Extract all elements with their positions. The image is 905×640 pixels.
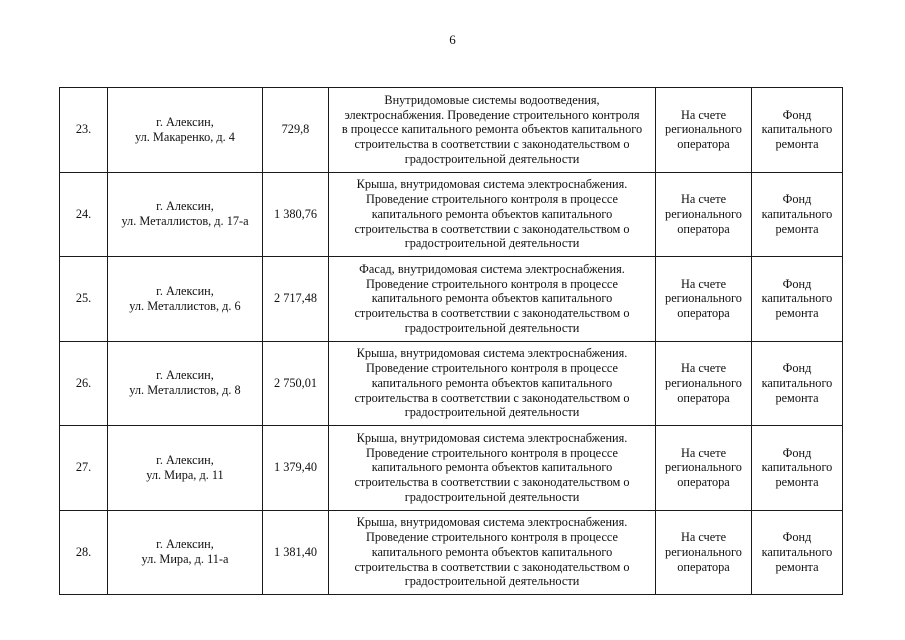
account-cell [656, 341, 752, 426]
funding-source-cell [752, 257, 843, 342]
cell-text-line: строительства в соответствии с законодательством о [354, 221, 630, 236]
row-number-cell: 28. [60, 510, 108, 595]
cell-text-line: капитального ремонта объектов капитального [371, 544, 613, 559]
cell-text-line: Фонд [782, 530, 812, 545]
table-row [60, 88, 843, 173]
area-cell: 2 717,48 [263, 257, 329, 342]
cell-text-line: Фонд [782, 276, 812, 291]
cell-text-line: оператора [677, 390, 730, 405]
cell-text-line: ул. Мира, д. 11 [146, 467, 224, 482]
address-cell [108, 510, 263, 595]
cell-text-line: в процессе капитального ремонта объектов капитального [341, 122, 643, 137]
cell-text-line: капитального [761, 291, 833, 306]
cell-text-line: Внутридомовые системы водоотведения, [384, 92, 600, 107]
cell-text-line: ул. Мира, д. 11-а [141, 552, 229, 567]
cell-text-line: градостроительной деятельности [404, 151, 580, 166]
cell-text-line: регионального [665, 122, 742, 137]
table-row [60, 172, 843, 257]
cell-text-line: Фонд [782, 445, 812, 460]
cell-text-line: градостроительной деятельности [404, 320, 580, 335]
area-cell: 1 380,76 [263, 172, 329, 257]
cell-text-line: ремонта [775, 390, 819, 405]
cell-text-line: регионального [665, 544, 742, 559]
cell-text-line: ремонта [775, 475, 819, 490]
cell-text-line: ул. Металлистов, д. 8 [129, 383, 241, 398]
work-description-cell [329, 510, 656, 595]
cell-text-line: ремонта [775, 306, 819, 321]
cell-text-line: ул. Металлистов, д. 6 [129, 298, 241, 313]
cell-text-line: строительства в соответствии с законодательством о [354, 475, 630, 490]
cell-text-line: регионального [665, 375, 742, 390]
cell-text-line: градостроительной деятельности [404, 236, 580, 251]
address-cell [108, 172, 263, 257]
cell-text-line: На счете [680, 276, 727, 291]
table-row [60, 510, 843, 595]
account-cell [656, 510, 752, 595]
cell-text-line: На счете [680, 107, 727, 122]
page-number: 6 [449, 32, 456, 47]
account-cell [656, 88, 752, 173]
cell-text-line: строительства в соответствии с законодательством о [354, 390, 630, 405]
work-description-cell [329, 426, 656, 511]
funding-source-cell [752, 426, 843, 511]
table-row [60, 426, 843, 511]
cell-text-line: Проведение строительного контроля в процессе [366, 445, 618, 460]
row-number-cell: 26. [60, 341, 108, 426]
cell-text-line: капитального ремонта объектов капитального [371, 375, 613, 390]
cell-text-line: градостроительной деятельности [404, 574, 580, 589]
row-number-cell: 25. [60, 257, 108, 342]
row-number-cell: 23. [60, 88, 108, 173]
table-row [60, 257, 843, 342]
cell-text-line: Фонд [782, 107, 812, 122]
cell-text-line: оператора [677, 306, 730, 321]
cell-text-line: градостроительной деятельности [404, 489, 580, 504]
cell-text-line: На счете [680, 530, 727, 545]
cell-text-line: На счете [680, 361, 727, 376]
cell-text-line: капитального ремонта объектов капитального [371, 206, 613, 221]
funding-source-cell [752, 88, 843, 173]
cell-text-line: капитального [761, 544, 833, 559]
cell-text-line: оператора [677, 559, 730, 574]
cell-text-line: ремонта [775, 137, 819, 152]
address-cell [108, 88, 263, 173]
cell-text-line: Фонд [782, 192, 812, 207]
cell-text-line: Крыша, внутридомовая система электроснабжения. [356, 346, 628, 361]
funding-source-cell [752, 172, 843, 257]
area-cell: 1 379,40 [263, 426, 329, 511]
cell-text-line: капитального [761, 375, 833, 390]
cell-text-line: Крыша, внутридомовая система электроснабжения. [356, 515, 628, 530]
work-description-cell [329, 257, 656, 342]
table-row [60, 341, 843, 426]
cell-text-line: На счете [680, 192, 727, 207]
cell-text-line: оператора [677, 475, 730, 490]
account-cell [656, 426, 752, 511]
cell-text-line: регионального [665, 460, 742, 475]
cell-text-line: г. Алексин, [156, 452, 214, 467]
funding-source-cell [752, 510, 843, 595]
repair-registry-table [59, 87, 843, 595]
cell-text-line: г. Алексин, [156, 368, 214, 383]
cell-text-line: строительства в соответствии с законодательством о [354, 306, 630, 321]
address-cell [108, 257, 263, 342]
cell-text-line: г. Алексин, [156, 114, 214, 129]
cell-text-line: регионального [665, 206, 742, 221]
cell-text-line: регионального [665, 291, 742, 306]
area-cell: 1 381,40 [263, 510, 329, 595]
cell-text-line: ремонта [775, 559, 819, 574]
funding-source-cell [752, 341, 843, 426]
area-cell: 2 750,01 [263, 341, 329, 426]
cell-text-line: Крыша, внутридомовая система электроснабжения. [356, 430, 628, 445]
cell-text-line: капитального [761, 122, 833, 137]
cell-text-line: капитального [761, 460, 833, 475]
address-cell [108, 426, 263, 511]
account-cell [656, 172, 752, 257]
cell-text-line: ул. Металлистов, д. 17-а [121, 214, 249, 229]
cell-text-line: оператора [677, 221, 730, 236]
cell-text-line: г. Алексин, [156, 199, 214, 214]
work-description-cell [329, 88, 656, 173]
cell-text-line: Проведение строительного контроля в процессе [366, 361, 618, 376]
cell-text-line: На счете [680, 445, 727, 460]
cell-text-line: Проведение строительного контроля в процессе [366, 192, 618, 207]
row-number-cell: 24. [60, 172, 108, 257]
address-cell [108, 341, 263, 426]
cell-text-line: Крыша, внутридомовая система электроснабжения. [356, 177, 628, 192]
cell-text-line: градостроительной деятельности [404, 405, 580, 420]
cell-text-line: Фонд [782, 361, 812, 376]
work-description-cell [329, 341, 656, 426]
cell-text-line: Фасад, внутридомовая система электроснабжения. [359, 261, 625, 276]
cell-text-line: капитального ремонта объектов капитального [371, 291, 613, 306]
cell-text-line: г. Алексин, [156, 537, 214, 552]
area-cell: 729,8 [263, 88, 329, 173]
cell-text-line: электроснабжения. Проведение строительного контроля [344, 107, 640, 122]
cell-text-line: Проведение строительного контроля в процессе [366, 276, 618, 291]
cell-text-line: г. Алексин, [156, 283, 214, 298]
cell-text-line: строительства в соответствии с законодательством о [354, 559, 630, 574]
work-description-cell [329, 172, 656, 257]
cell-text-line: ул. Макаренко, д. 4 [135, 129, 235, 144]
registry-body [60, 88, 843, 595]
cell-text-line: Проведение строительного контроля в процессе [366, 530, 618, 545]
row-number-cell: 27. [60, 426, 108, 511]
cell-text-line: строительства в соответствии с законодательством о [354, 137, 630, 152]
cell-text-line: оператора [677, 137, 730, 152]
cell-text-line: капитального ремонта объектов капитального [371, 460, 613, 475]
cell-text-line: ремонта [775, 221, 819, 236]
account-cell [656, 257, 752, 342]
cell-text-line: капитального [761, 206, 833, 221]
